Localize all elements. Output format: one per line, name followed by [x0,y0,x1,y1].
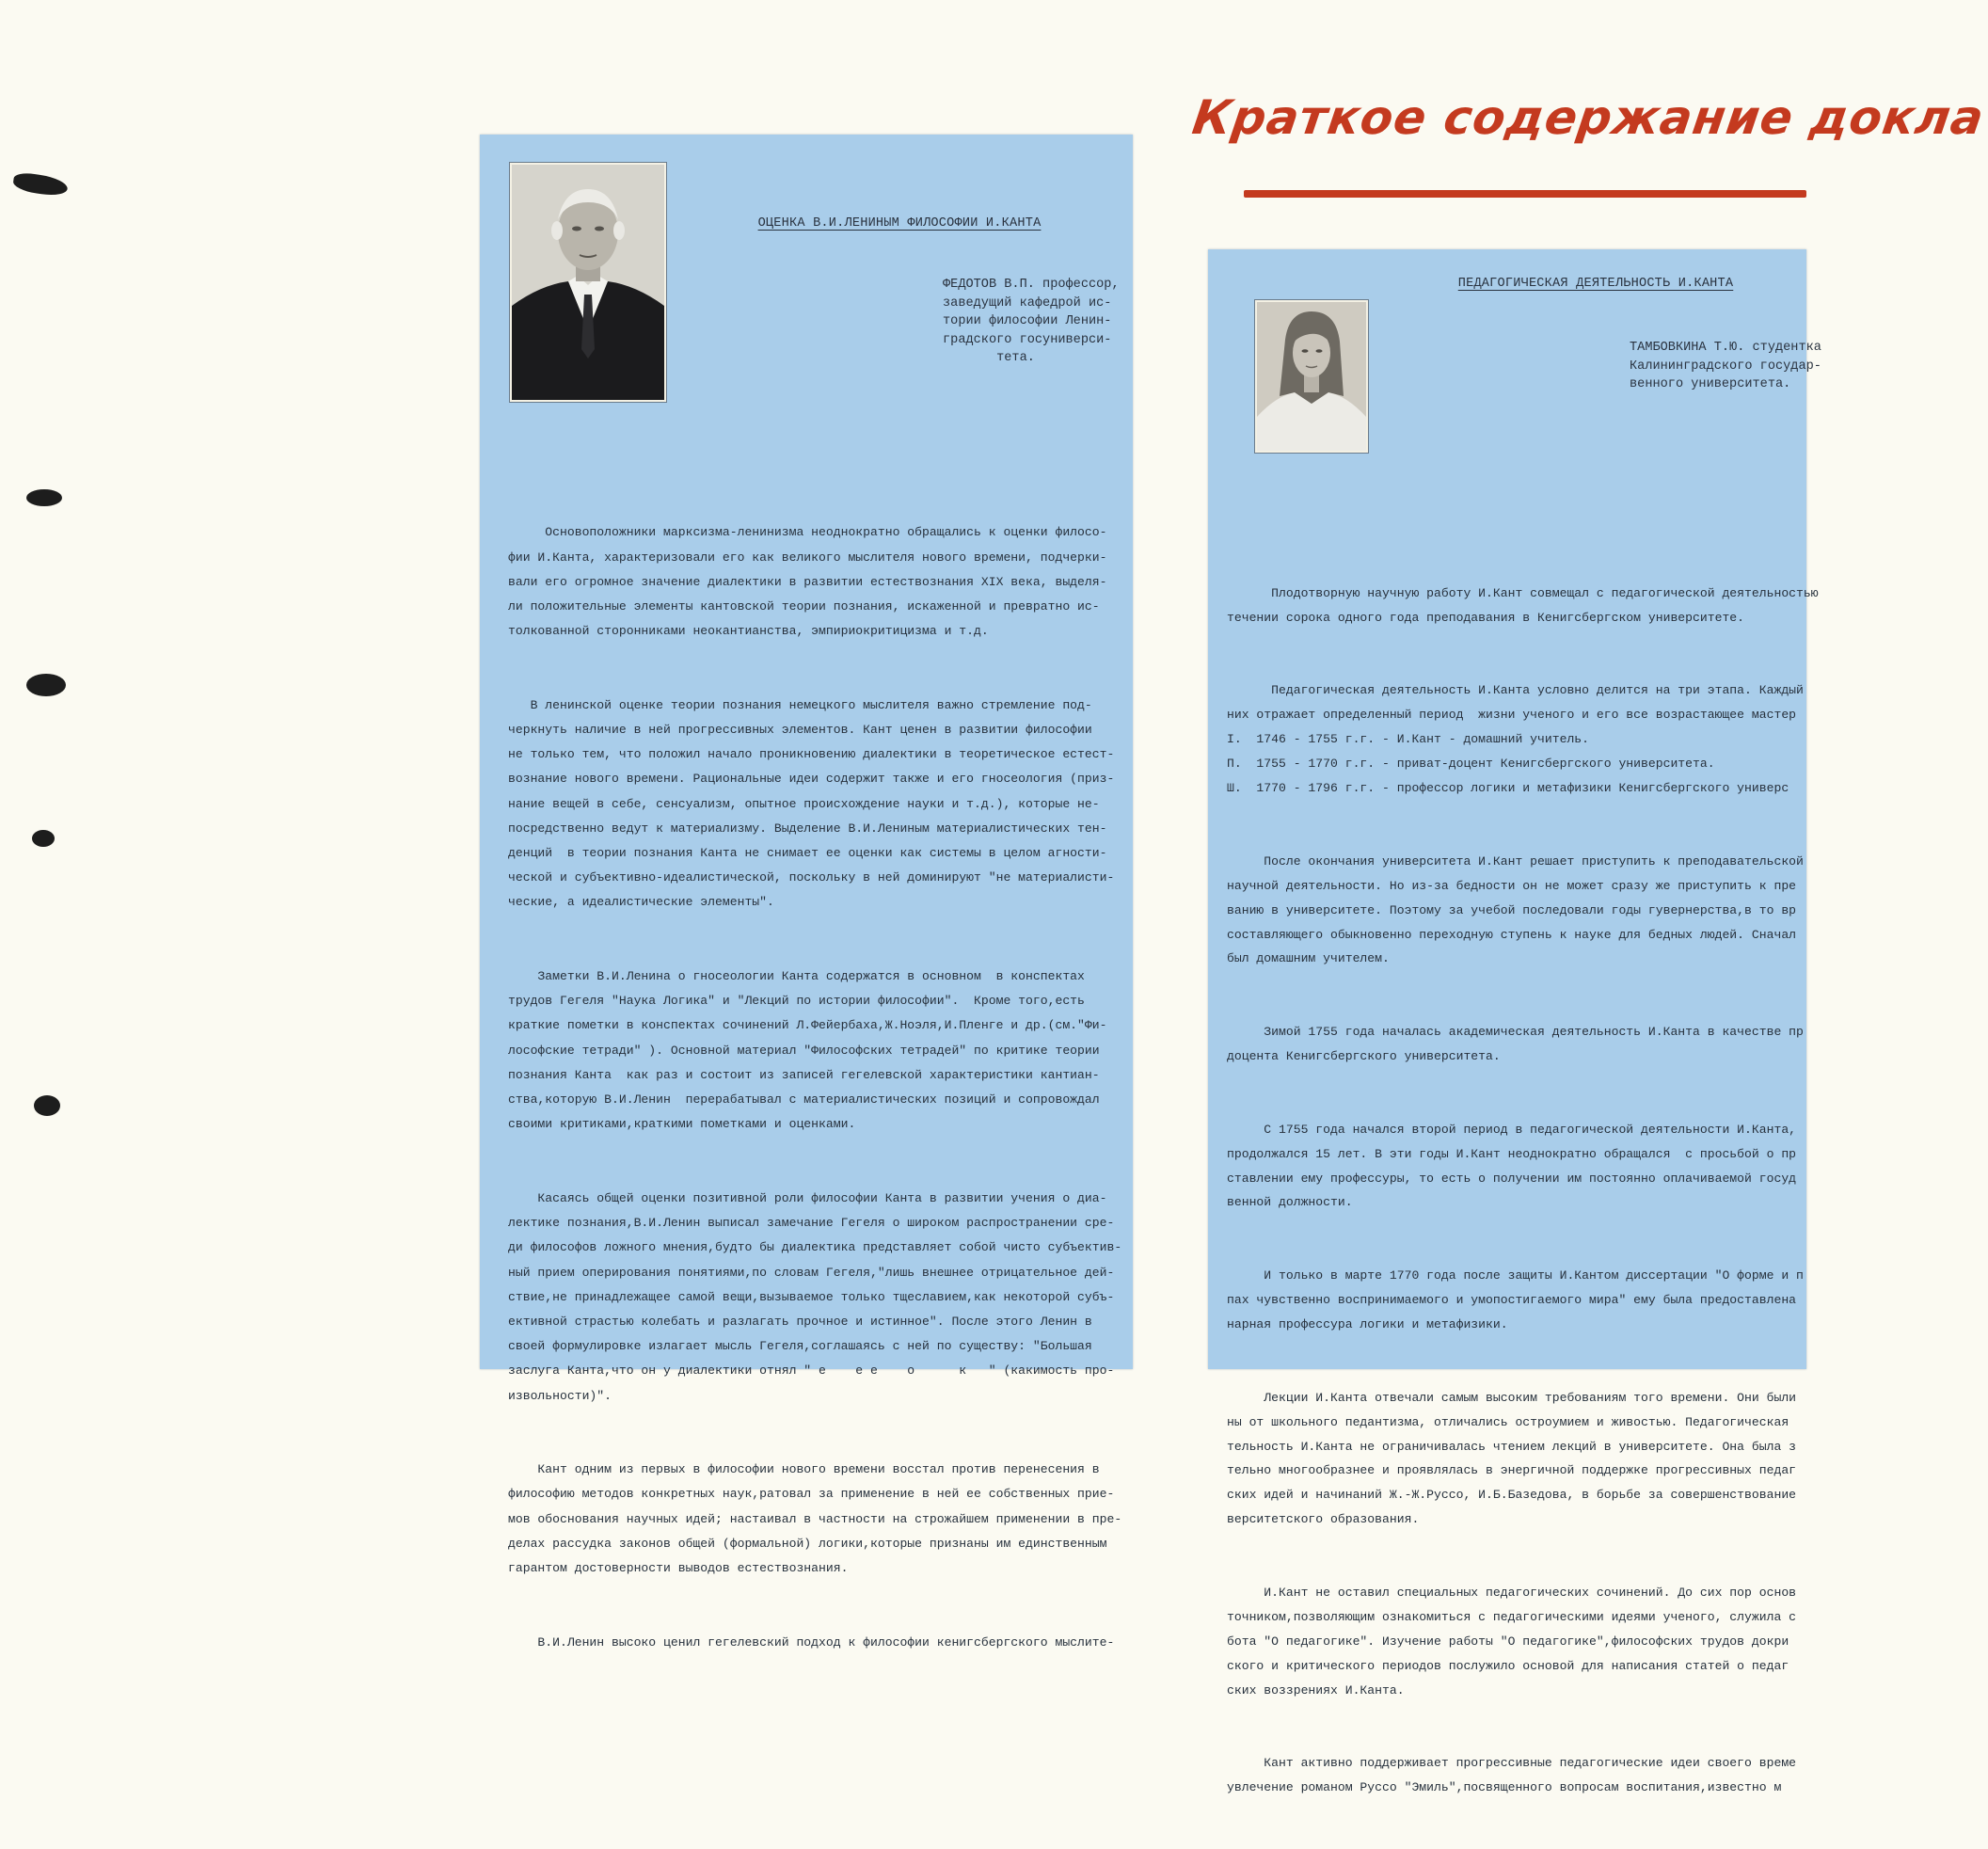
paragraph: Заметки В.И.Ленина о гносеологии Канта содержатся в основном в конспектах трудов Гегеля "Наука Логика" и "Лекций по истории философии". Кроме того,есть краткие пометки в конспектах сочинений Л.Фейербаха,Ж.Ноэля,И.Пленге и др.(см."Фи- лософские тетради" ). Основной материал "Философских тетрадей" по критике теории познания Канта как раз и состоит из записей гегелевской характеристики кантиан- ства,которую В.И.Ленин перерабатывал с материалистических позиций и сопровождал своими критиками,краткими пометками и оценками. [508,969,1107,1132]
paragraph: И.Кант не оставил специальных педагогических сочинений. До сих пор основ точником,позволяющим ознакомиться с педагогическими идеями ученого, служила с бота "О педагогике". Изучение работы "О педагогике",философских трудов докри ского и критического периодов послужило основой для написания статей о педаг ских воззрениях И.Канта. [1227,1585,1797,1698]
paragraph: Кант активно поддерживает прогрессивные педагогические идеи своего време увлечение романом Руссо "Эмиль",посвященного вопросам воспитания,известно м [1227,1756,1797,1795]
binder-hole [26,674,66,696]
right-report-author: ТАМБОВКИНА Т.Ю. студентка Калининградского государ- венного университета. [1630,341,1821,391]
right-report-sheet [1208,249,1821,1795]
paragraph: Зимой 1755 года началась академическая деятельность И.Канта в качестве пр доцента Кенигсбергского университета. [1227,1025,1804,1064]
paragraph: Касаясь общей оценки позитивной роли философии Канта в развитии учения о диа- лектике познания,В.И.Ленин выписал замечание Гегеля о широком распространении сре- ди философов ложного мнения,будто бы диалектика представляет собой чисто субъектив- ный прием оперирования понятиями,по словам Гегеля,"лишь внешнее отрицательное дей- ствие,не принадлежащее самой вещи,вызываемое только тщеславием,как некоторой субъ- ективной страстью колебать и разлагать прочное и истинное". После этого Ленин в своей формулировке излагает мысль Гегеля,соглашаясь с ней по существу: "Большая заслуга Канта,что он у диалектики отнял " е е е о к " (какимость про- извольности)". [508,1190,1122,1403]
paragraph: Лекции И.Канта отвечали самым высоким требованиям того времени. Они были ны от школьного педантизма, отличались остроумием и живостью. Педагогическая тельность И.Канта не ограничивалась чтением лекций в университете. Она была з тельно многообразнее и проявлялась в энергичной поддержке прогрессивных педаг ских идей и начинаний Ж.-Ж.Руссо, И.Б.Базедова, в борьбе за совершенствование верситетского образования. [1227,1390,1797,1527]
binder-hole [26,489,62,506]
left-report-sheet [480,135,1133,1650]
paragraph: Основоположники марксизма-ленинизма неоднократно обращались к оценки филосо- фии И.Канта, характеризовали его как великого мыслителя нового времени, подчерки- вали его огромное значение диалектики в развитии естествознания XIX века, выделя- ли положительные элементы кантовской теории познания, искаженной и превратно ис- толкованной сторонниками неокантианства, эмпириокритицизма и т.д. [508,525,1107,639]
left-report-heading [740,214,1059,231]
paragraph: Плодотворную научную работу И.Кант совмещал с педагогической деятельностью течении сорока одного года преподавания в Кенигсбергском университете. [1227,585,1819,625]
author-photo-fedotov [510,163,666,402]
right-report-title: ПЕДАГОГИЧЕСКАЯ ДЕЯТЕЛЬНОСТЬ И.КАНТА [1457,277,1734,291]
right-report-heading [1455,274,1737,291]
paragraph: С 1755 года начался второй период в педагогической деятельности И.Канта, продолжался 15 лет. В эти годы И.Кант неоднократно обращался с просьбой о пр ставлении ему профессуры, то есть о получении им постоянно оплачиваемой госуд венной должности. [1227,1122,1797,1210]
binder-hole [34,1095,60,1116]
paragraph: Педагогическая деятельность И.Канта условно делится на три этапа. Каждый них отражает определенный период жизни ученого и его все возрастающее мастер I. 1746 - 1755 г.г. - И.Кант - домашний учитель. П. 1755 - 1770 г.г. - приват-доцент Кенигсбергского университета. Ш. 1770 - 1796 г.г. - профессор логики и метафизики Кенигсбергского универс [1227,683,1804,796]
right-report-body [1227,533,1819,1849]
paragraph: После окончания университета И.Кант решает приступить к преподавательской научной деятельности. Но из-за бедности он не может сразу же приступить к пре ванию в университете. Поэтому за учебой последовали годы гувернерства,в то вр составляющего обыкновенно переходную ступень к науке для бедных людей. Сначал был домашним учителем. [1227,853,1804,966]
portrait-woman-icon [1257,302,1366,451]
paragraph: И только в марте 1770 года после защиты И.Кантом диссертации "О форме и п пах чувственно воспринимаемого и умопостигаемого мира" ему была предоставлена нарная профессура логики и метафизики. [1227,1268,1804,1331]
left-report-title: ОЦЕНКА В.И.ЛЕНИНЫМ ФИЛОСОФИИ И.КАНТА [757,216,1042,231]
binder-hole [32,830,55,847]
banner-underline [1244,190,1806,198]
banner-title: Краткое содержание докла [1188,90,1988,145]
portrait-man-icon [512,165,664,400]
author-photo-tambovkina [1255,300,1368,453]
paragraph: В ленинской оценке теории познания немецкого мыслителя важно стремление под- черкнуть наличие в ней прогрессивных элементов. Кант ценен в развитии философии не только тем, что положил начало проникновению диалектики в теоретическое естест- вознание нового времени. Рациональные идеи содержит также и его гносеология (приз- нание вещей в себе, сенсуализм, опытное происхождение науки и т.д.), которые не- посредственно ведут к материализму. Выделение В.И.Лениным материалистических тен- денций в теории познания Канта не снимает ее оценки как системы в целом агности- ческой и субъективно-идеалистической, поскольку в ней доминируют "не материалисти- ческие, а идеалистические элементы". [508,697,1115,910]
left-report-body [508,471,1121,1704]
left-report-author: ФЕДОТОВ В.П. профессор, заведущий кафедрой ис- тории философии Ленин- градского госуниверси- тета. [943,278,1120,365]
paragraph: В.И.Ленин высоко ценил гегелевский подход к философии кенигсбергского мыслите- [508,1634,1115,1650]
binder-hole [12,171,69,198]
paragraph: Кант одним из первых в философии нового времени восстал против перенесения в философию методов конкретных наук,ратовал за применение в ней ее собственных прие- мов обоснования научных идей; настаивал в частности на строжайшем применении в пре- делах рассудка законов общей (формальной) логики,которые признаны им единственным гарантом достоверности выводов естествознания. [508,1462,1122,1575]
